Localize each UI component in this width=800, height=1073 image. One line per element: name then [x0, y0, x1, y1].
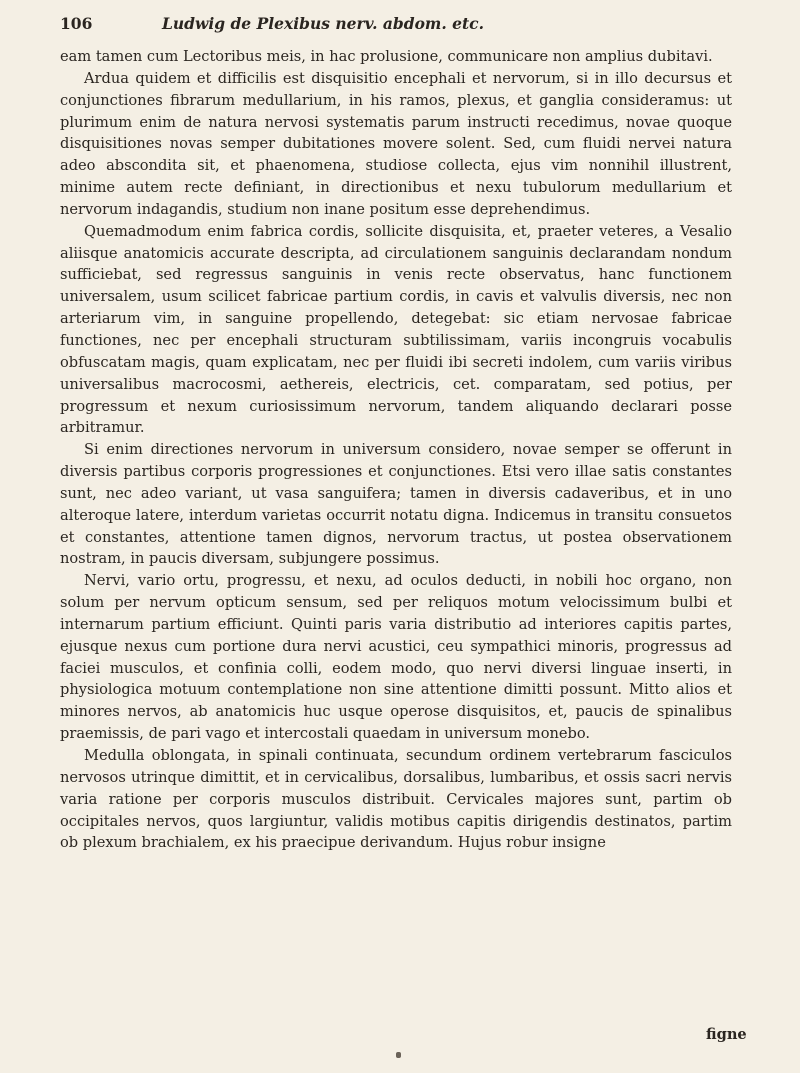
paragraph: Ardua quidem et difficilis est disquisitio encephali et nervorum, si in illo decursus et conjunctiones fibrarum medullarium, in his ramos, plexus, et ganglia consideramus: ut plurimum enim de natura nervosi systematis parum instructi recedimus, novae quoque disquisitiones novas semper dubitationes movere solent. Sed, cum fluidi nervei natura adeo abscondita sit, et phaenomena, studiose collecta, ejus vim nonnihil illustrent, minime autem recte definiant, in directionibus et nexu tubulorum medullarium et nervorum indagandis, studium non inane positum esse deprehendimus. — [60, 69, 732, 218]
running-header — [60, 14, 730, 36]
paragraph: Medulla oblongata, in spinali continuata, secundum ordinem vertebrarum fasciculos nervosos utrinque dimittit, et in cervicalibus, dorsalibus, lumbaribus, et ossis sacri nervis varia ratione per corporis musculos distribuit. Cervicales majores sunt, partim ob occipitales nervos, quos largiuntur, validis motibus capitis dirigendis destinatos, partim ob plexum brachialem, ex his praecipue derivandum. Hujus robur insigne — [60, 747, 732, 852]
page-number: 106 — [60, 14, 93, 33]
catchword: figne — [706, 1026, 747, 1043]
body-text — [60, 46, 732, 854]
paragraph: Quemadmodum enim fabrica cordis, sollicite disquisita, et, praeter veteres, a Vesalio aliisque anatomicis accurate descripta, ad circulationem sanguinis declarandam nondum sufficiebat, sed regressus sanguinis in venis recte observatus, hanc functionem universalem, usum scilicet fabricae partium cordis, in cavis et valvulis diversis, nec non arteriarum vim, in sanguine propellendo, detegebat: sic etiam nervosae fabricae functiones, nec per encephali structuram subtilissimam, variis incongruis vocabulis obfuscatam magis, quam explicatam, nec per fluidi ibi secreti indolem, cum variis viribus universalibus macrocosmi, aethereis, electricis, cet. comparatam, sed potius, per progressum et nexum curiosissimum nervorum, tandem aliquando declarari posse arbitramur. — [60, 222, 732, 437]
paragraph: Si enim directiones nervorum in universum considero, novae semper se offerunt in diversis partibus corporis progressiones et conjunctiones. Etsi vero illae satis constantes sunt, nec adeo variant, ut vasa sanguifera; tamen in diversis cadaveribus, et in uno alteroque latere, interdum varietas occurrit notatu digna. Indicemus in transitu consuetos et constantes, attentione tamen dignos, nervorum tractus, ut postea observationem nostram, in paucis diversam, subjungere possimus. — [60, 441, 732, 568]
paragraph-continuation: eam tamen cum Lectoribus meis, in hac prolusione, communicare non amplius dubitavi. — [60, 48, 713, 65]
running-title: Ludwig de Plexibus nerv. abdom. etc. — [162, 14, 484, 33]
paragraph: Nervi, vario ortu, progressu, et nexu, ad oculos deducti, in nobili hoc organo, non solum per nervum opticum sensum, sed per reliquos motum velocissimum bulbi et internarum partium efficiunt. Quinti paris varia distributio ad interiores capitis partes, ejusque nexus cum portione dura nervi acustici, ceu sympathici minoris, progressus ad faciei musculos, et confinia colli, eodem modo, quo nervi diversi linguae inserti, in physiologica motuum contemplatione non sine attentione dimitti possunt. Mitto alios et minores nervos, ab anatomicis huc usque operose disquisitos, et, paucis de spinalibus praemissis, de pari vago et intercostali quaedam in universum monebo. — [60, 572, 732, 743]
ink-speck — [396, 1052, 401, 1058]
